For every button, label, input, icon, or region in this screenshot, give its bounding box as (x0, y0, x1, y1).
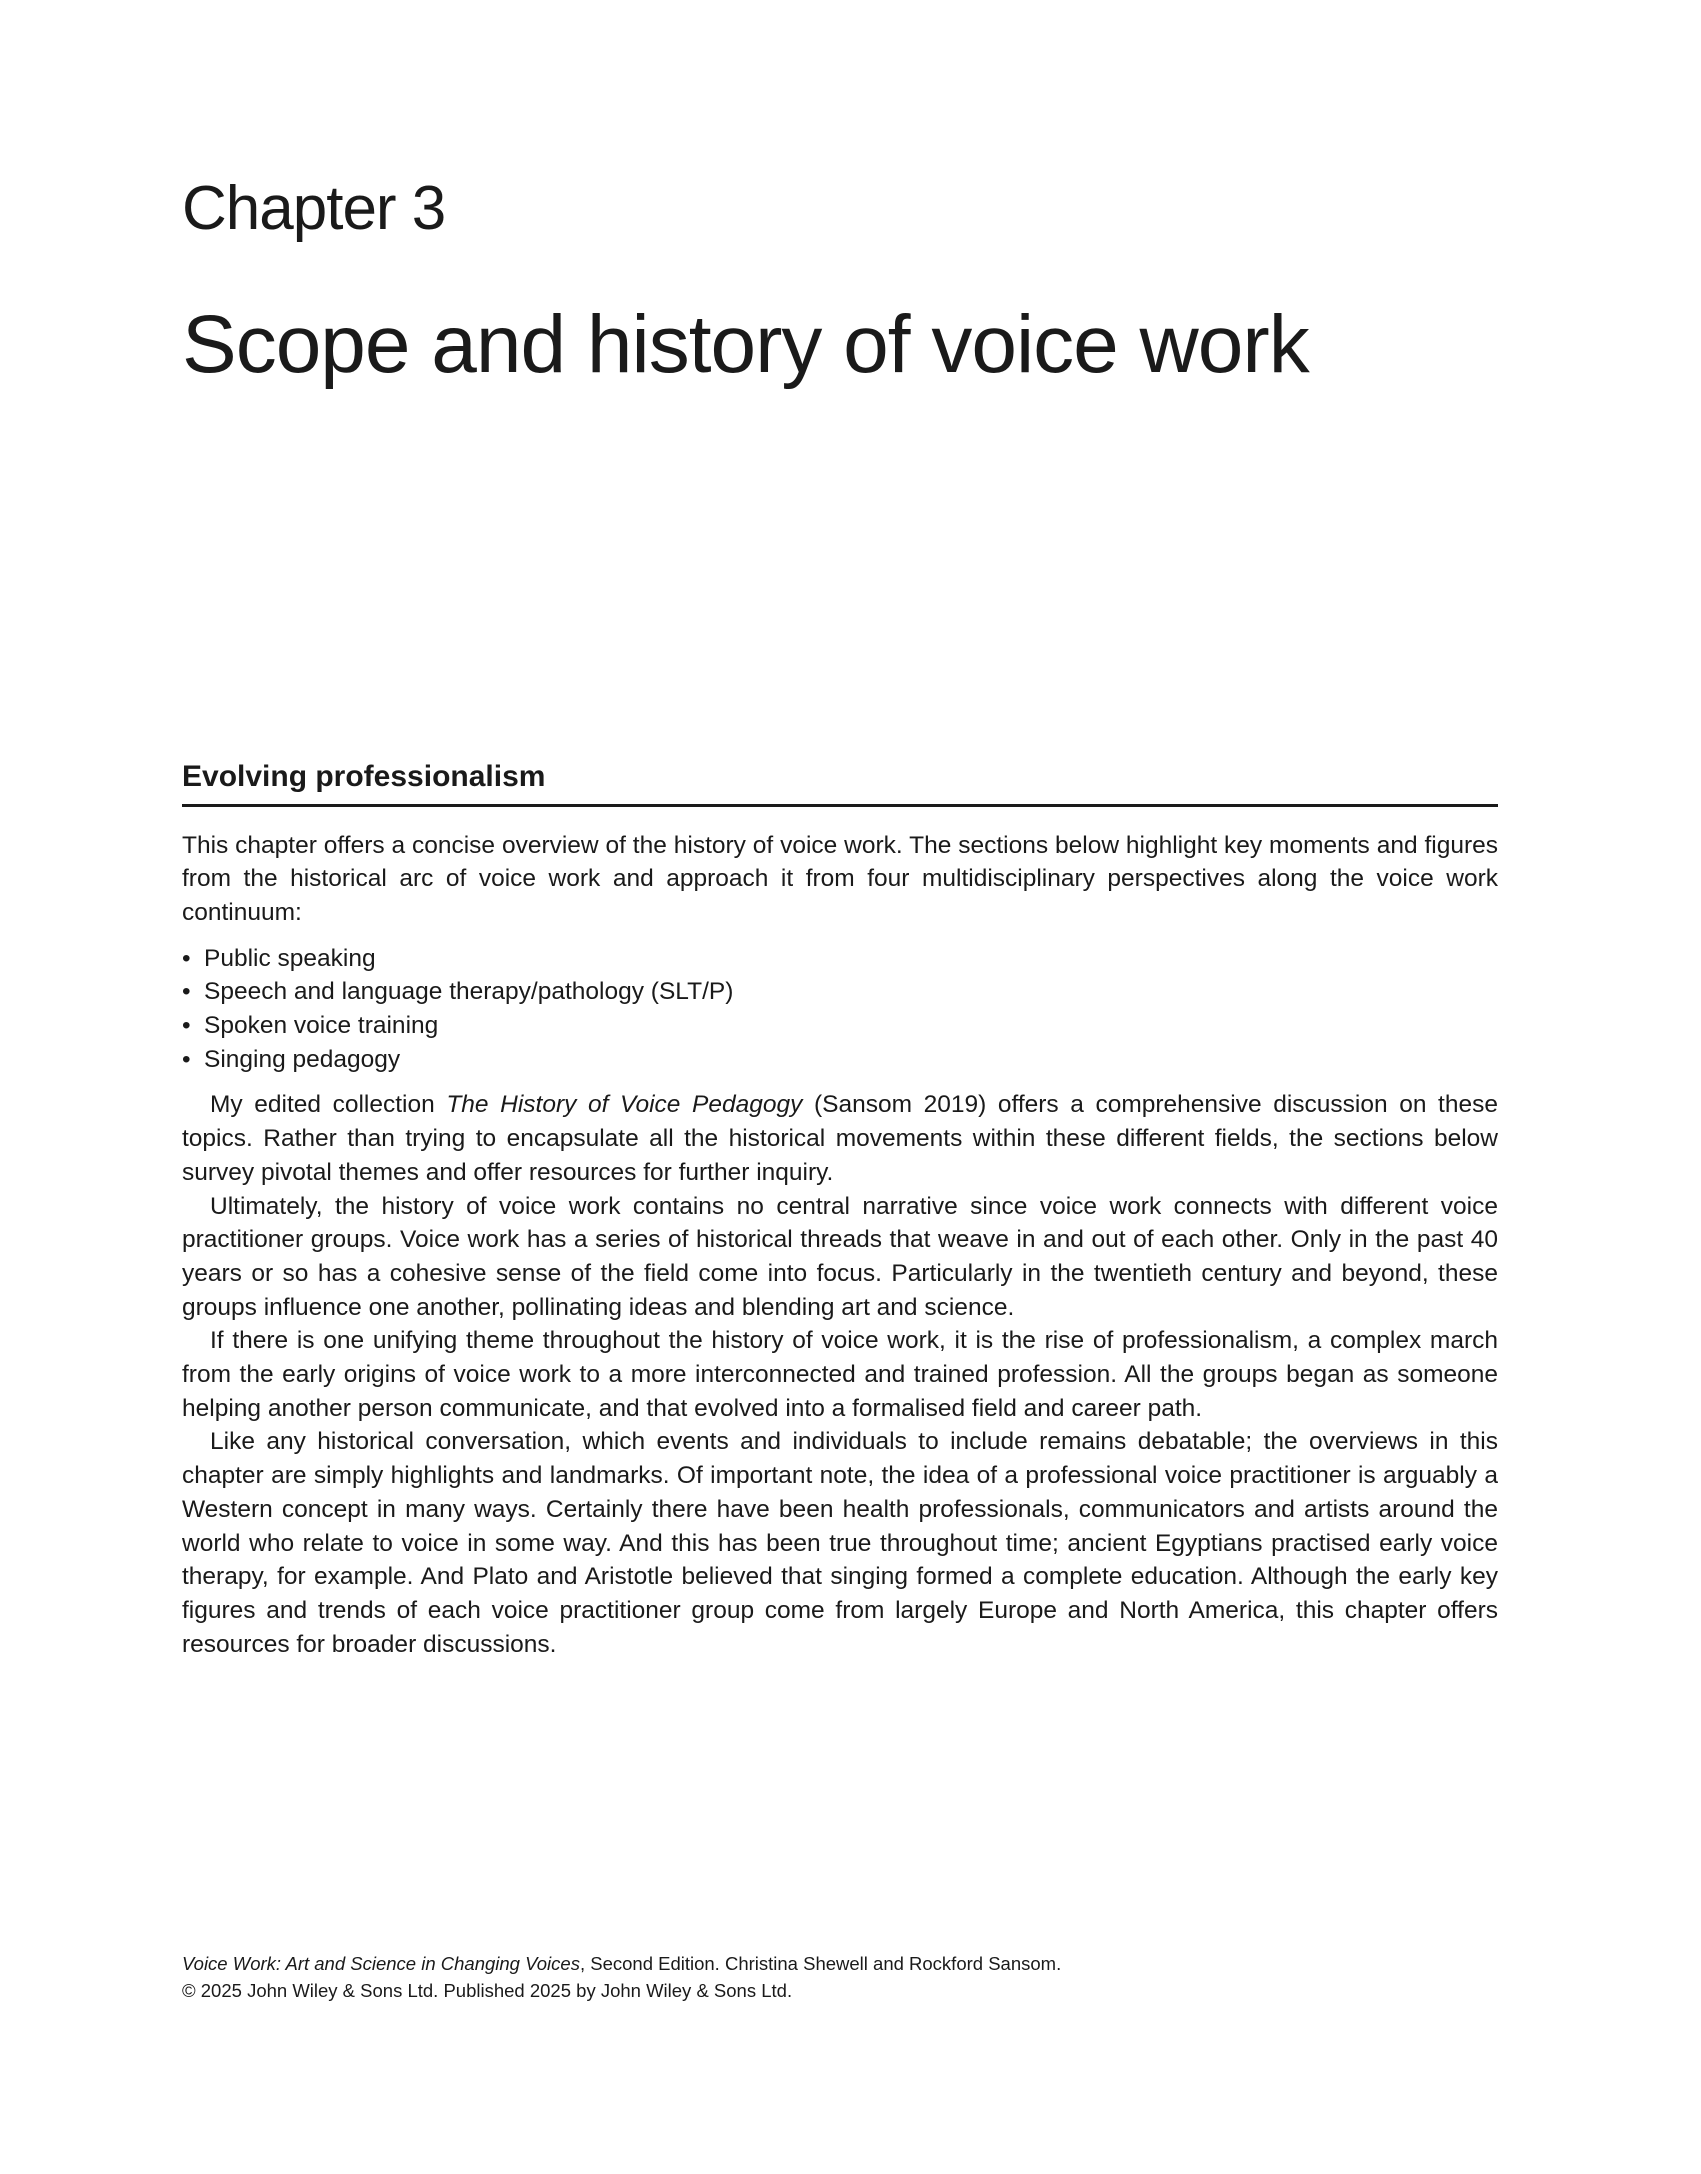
list-item (182, 1009, 1498, 1043)
footer-book-title: Voice Work: Art and Science in Changing Voices (182, 1953, 580, 1974)
list-item (182, 975, 1498, 1009)
footer-book-details: , Second Edition. Christina Shewell and Rockford Sansom. (579, 1953, 1062, 1974)
paragraph-text: (Sansom 2019) offers a comprehensive discussion on these topics. Rather than trying to encapsulate all the historical movements within these different fields, the sections below survey pivotal themes and offer resources for further inquiry. (182, 1091, 1498, 1186)
cited-book-title: The History of Voice Pedagogy (446, 1091, 803, 1119)
chapter-label: Chapter 3 (182, 174, 446, 243)
body-paragraph-2: Ultimately, the history of voice work contains no central narrative since voice work connects with different voice practitioner groups. Voice work has a series of historical threads that weave in and out of each other. Only in the past 40 years or so has a cohesive sense of the field come into focus. Particularly in the twentieth century and beyond, these groups influence one another, pollinating ideas and blending art and science. (182, 1192, 1498, 1321)
list-item-text: Singing pedagogy (204, 1045, 401, 1073)
intro-paragraph: This chapter offers a concise overview of the history of voice work. The sections below highlight key moments and figures from the historical arc of voice work and approach it from four multidisciplinary perspectives along the voice work continuum: (182, 831, 1498, 926)
list-item (182, 942, 1498, 976)
list-item-text: Spoken voice training (204, 1012, 439, 1040)
section-heading: Evolving professionalism (182, 758, 1498, 807)
list-item (182, 1043, 1498, 1077)
bullet-icon: • (182, 1012, 191, 1040)
section-evolving-professionalism (182, 758, 1498, 1661)
list-item-text: Public speaking (204, 944, 376, 972)
list-item-text: Speech and language therapy/pathology (SLT/P) (204, 978, 734, 1006)
chapter-title: Scope and history of voice work (182, 299, 1309, 390)
page-footer (182, 1950, 1482, 2004)
bullet-icon: • (182, 978, 191, 1006)
footer-citation (182, 1950, 1482, 1977)
bullet-icon: • (182, 944, 191, 972)
body-paragraph-3: If there is one unifying theme throughout the history of voice work, it is the rise of professionalism, a complex march from the early origins of voice work to a more interconnected and trained profession. All the groups began as someone helping another person communicate, and that evolved into a formalised field and career path. (182, 1327, 1498, 1422)
footer-copyright: © 2025 John Wiley & Sons Ltd. Published 2025 by John Wiley & Sons Ltd. (182, 1980, 793, 2001)
body-paragraph-4: Like any historical conversation, which events and individuals to include remains debatable; the overviews in this chapter are simply highlights and landmarks. Of important note, the idea of a professional voice practitioner is arguably a Western concept in many ways. Certainly there have been health professionals, communicators and artists around the world who relate to voice in some way. And this has been true throughout time; ancient Egyptians practised early voice therapy, for example. And Plato and Aristotle believed that singing formed a complete education. Although the early key figures and trends of each voice practitioner group come from largely Europe and North America, this chapter offers resources for broader discussions. (182, 1428, 1498, 1658)
paragraph-text: My edited collection (210, 1091, 447, 1119)
bullet-icon: • (182, 1045, 191, 1073)
perspectives-list (182, 942, 1498, 1077)
body-paragraph-1 (182, 1088, 1498, 1189)
